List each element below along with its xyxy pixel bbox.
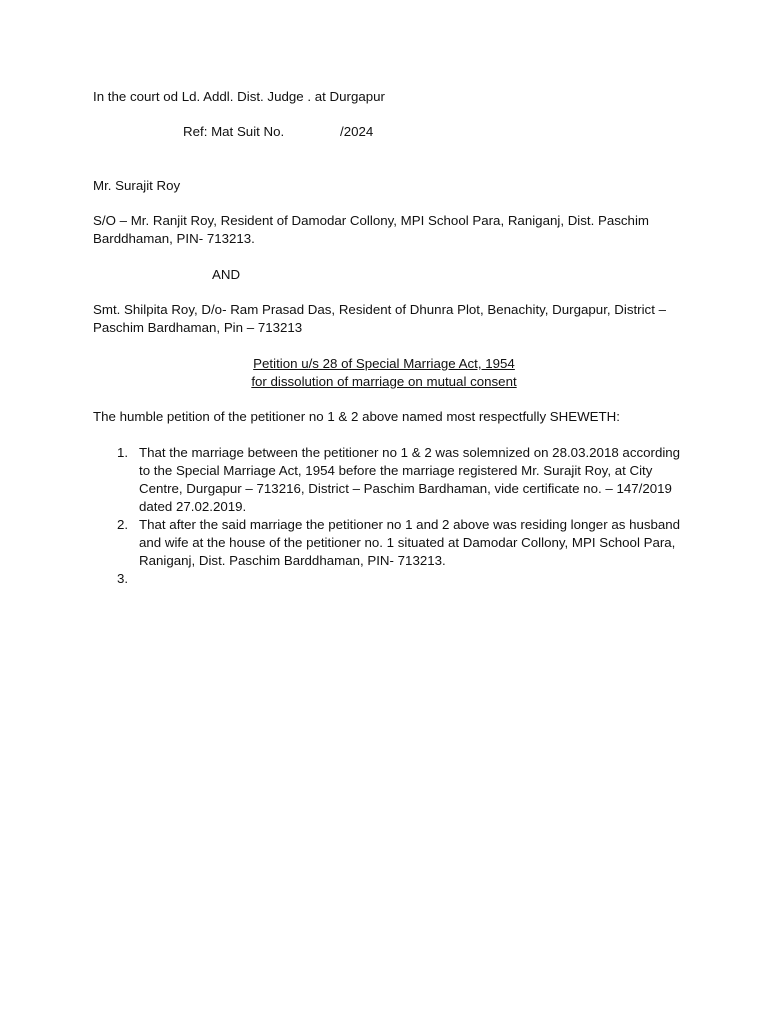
petition-title-line2: for dissolution of marriage on mutual consent <box>251 374 517 389</box>
list-item-text: That the marriage between the petitioner no 1 & 2 was solemnized on 28.03.2018 according to the Special Marriage Act, 1954 before the marriage registered Mr. Surajit Roy, at City Centre, Durgapur – 713216, District – Paschim Bardhaman, vide certificate no. – 147/2019 dated 27.02.2019. <box>139 445 681 514</box>
petition-title-line1: Petition u/s 28 of Special Marriage Act, 1954 <box>253 356 515 371</box>
party1-address: S/O – Mr. Ranjit Roy, Resident of Damodar Collony, MPI School Para, Raniganj, Dist. Paschim Barddhaman, PIN- 713213. <box>93 213 649 246</box>
court-heading: In the court od Ld. Addl. Dist. Judge . at Durgapur <box>93 89 385 104</box>
party1-name: Mr. Surajit Roy <box>93 178 181 193</box>
numbered-list <box>93 444 683 588</box>
list-item <box>93 570 683 588</box>
list-item-number: 3. <box>117 571 129 586</box>
party2-address: Smt. Shilpita Roy, D/o- Ram Prasad Das, Resident of Dhunra Plot, Benachity, Durgapur, District – Paschim Bardhaman, Pin – 713213 <box>93 302 666 335</box>
ref-label: Ref: Mat Suit No. <box>183 124 285 139</box>
ref-year: /2024 <box>340 124 374 139</box>
list-item <box>93 516 683 570</box>
list-item-text: That after the said marriage the petitioner no 1 and 2 above was residing longer as husband and wife at the house of the petitioner no. 1 situated at Damodar Collony, MPI School Para, Raniganj, Dist. Paschim Barddhaman, PIN- 713213. <box>139 517 681 568</box>
petition-intro: The humble petition of the petitioner no 1 & 2 above named most respectfully SHEWETH: <box>93 409 620 424</box>
list-item <box>93 444 683 516</box>
list-item-number: 2. <box>117 517 129 532</box>
and-conjunction: AND <box>212 267 241 282</box>
list-item-number: 1. <box>117 445 129 460</box>
